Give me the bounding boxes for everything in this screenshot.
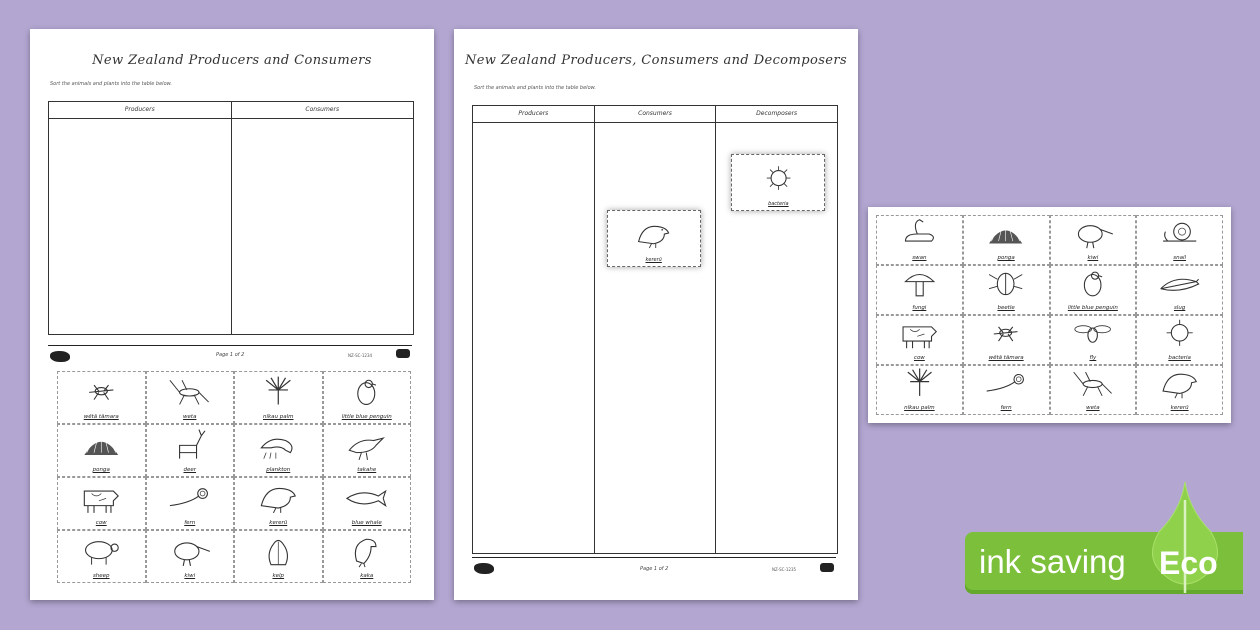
cutout-card[interactable] [323, 477, 412, 530]
card-label: deer [183, 467, 197, 473]
cutout-card[interactable] [323, 424, 412, 477]
decomposers-column [716, 106, 837, 553]
card-label: kererū [269, 520, 288, 526]
card-label: weta [1086, 405, 1100, 411]
cutout-card[interactable] [876, 315, 963, 365]
card-label: blue whale [351, 520, 382, 526]
whale-icon [324, 477, 411, 520]
page-number: Page 1 of 2 [640, 566, 669, 572]
cutout-card[interactable] [57, 477, 146, 530]
pigeon-icon [1137, 365, 1222, 405]
penguin-icon [1051, 265, 1136, 305]
sheet-instruction: Sort the animals and plants into the table below. [474, 85, 596, 91]
bacteria-icon [1137, 315, 1222, 355]
card-label: cow [913, 355, 925, 361]
kelp-icon [235, 530, 322, 573]
eco-label: Eco [1159, 545, 1218, 581]
bird-icon [324, 424, 411, 467]
card-label: bacteria [1168, 355, 1191, 361]
card-label: plankton [266, 467, 291, 473]
insect-icon [964, 315, 1049, 355]
consumers-column [232, 102, 414, 334]
insect-icon [58, 371, 145, 414]
cutout-card[interactable] [963, 215, 1050, 265]
card-label: wētā tāmara [988, 355, 1024, 361]
card-label: beetle [997, 305, 1015, 311]
beetle-icon [964, 265, 1049, 305]
brand-logo-icon [474, 563, 494, 574]
snail-icon [1137, 215, 1222, 255]
cutout-card[interactable] [876, 215, 963, 265]
cutout-cards-grid [57, 371, 411, 583]
card-label: snail [1173, 255, 1187, 261]
page-number: Page 1 of 2 [216, 352, 245, 358]
ink-saving-text: ink saving [979, 543, 1126, 580]
sheep-icon [58, 530, 145, 573]
sheet-title: New Zealand Producers, Consumers and Decomposers [464, 53, 848, 68]
cutout-card[interactable] [146, 530, 235, 583]
card-label: ponga [997, 255, 1015, 261]
card-label: swan [912, 255, 927, 261]
kiwi-icon [147, 530, 234, 573]
cutout-card[interactable] [234, 371, 323, 424]
cutout-card[interactable] [146, 424, 235, 477]
sheet-instruction: Sort the animals and plants into the table below. [50, 81, 172, 87]
cutout-card[interactable] [234, 530, 323, 583]
penguin-icon [324, 371, 411, 414]
card-label: kererū [1170, 405, 1189, 411]
card-label: fungi [912, 305, 927, 311]
worksheet-producers-consumers [30, 29, 434, 600]
slug-icon [1137, 265, 1222, 305]
cutout-card[interactable] [963, 315, 1050, 365]
deer-icon [147, 424, 234, 467]
cutout-card[interactable] [1136, 315, 1223, 365]
pigeon-icon [608, 211, 700, 257]
card-label: fern [1000, 405, 1012, 411]
weta-icon [147, 371, 234, 414]
card-label: kererū [645, 257, 662, 263]
column-header-producers: Producers [49, 102, 231, 119]
palm-icon [877, 365, 962, 405]
card-label: slug [1173, 305, 1186, 311]
resource-code: NZ-SC-1235 [772, 567, 797, 572]
mushroom-icon [877, 265, 962, 305]
card-label: fly [1089, 355, 1097, 361]
kiwi-icon [1051, 215, 1136, 255]
cutout-cards-sheet [868, 207, 1231, 423]
card-label: nīkau palm [904, 405, 935, 411]
card-label: sheep [92, 573, 110, 579]
sort-table [48, 101, 414, 335]
card-label: takahe [357, 467, 377, 473]
cutout-card[interactable] [146, 477, 235, 530]
cow-icon [877, 315, 962, 355]
worksheet-producers-consumers-decomposers [454, 29, 858, 600]
fern-icon [58, 424, 145, 467]
fern-frond-icon [964, 365, 1049, 405]
cutout-card[interactable] [1136, 365, 1223, 415]
cutout-card[interactable] [323, 530, 412, 583]
card-label: nīkau palm [262, 414, 294, 420]
placed-card-decomposer[interactable] [731, 154, 825, 211]
cutout-card[interactable] [57, 371, 146, 424]
palm-icon [235, 371, 322, 414]
producers-column [473, 106, 595, 553]
card-label: wētā tāmara [83, 414, 119, 420]
card-label: ponga [92, 467, 110, 473]
fern-frond-icon [147, 477, 234, 520]
card-label: bacteria [768, 201, 789, 207]
cutout-card[interactable] [323, 371, 412, 424]
card-label: little blue penguin [1067, 305, 1118, 311]
column-header-producers: Producers [473, 106, 594, 123]
pigeon-icon [235, 477, 322, 520]
card-label: cow [95, 520, 107, 526]
placed-card-consumer[interactable] [607, 210, 701, 267]
fern-icon [964, 215, 1049, 255]
cow-icon [58, 477, 145, 520]
card-label: kaka [360, 573, 374, 579]
cutout-card[interactable] [1050, 215, 1137, 265]
sheet-title: New Zealand Producers and Consumers [92, 53, 372, 68]
cutout-card[interactable] [963, 365, 1050, 415]
column-header-consumers: Consumers [595, 106, 716, 123]
swan-icon [877, 215, 962, 255]
consumers-column [595, 106, 717, 553]
parrot-icon [324, 530, 411, 573]
cutout-card[interactable] [57, 530, 146, 583]
card-label: little blue penguin [341, 414, 392, 420]
cutout-card[interactable] [876, 365, 963, 415]
column-header-decomposers: Decomposers [716, 106, 837, 123]
cutout-card[interactable] [1136, 215, 1223, 265]
brand-logo-icon [50, 351, 70, 362]
cutout-card[interactable] [1136, 265, 1223, 315]
mini-logo-icon [820, 563, 834, 572]
card-label: kiwi [184, 573, 196, 579]
card-label: kiwi [1087, 255, 1099, 261]
cutout-card[interactable] [1050, 265, 1137, 315]
weta-icon [1051, 365, 1136, 405]
cutout-card[interactable] [146, 371, 235, 424]
fly-icon [1051, 315, 1136, 355]
cutout-cards-grid [876, 215, 1223, 415]
shrimp-icon [235, 424, 322, 467]
cutout-card[interactable] [876, 265, 963, 315]
card-label: weta [183, 414, 197, 420]
cutout-card[interactable] [57, 424, 146, 477]
cutout-card[interactable] [963, 265, 1050, 315]
mini-logo-icon [396, 349, 410, 358]
producers-column [49, 102, 232, 334]
resource-code: NZ-SC-1234 [348, 353, 373, 358]
cutout-card[interactable] [234, 477, 323, 530]
cutout-card[interactable] [234, 424, 323, 477]
cutout-card[interactable] [1050, 315, 1137, 365]
card-label: kelp [272, 573, 285, 579]
cutout-card[interactable] [1050, 365, 1137, 415]
column-header-consumers: Consumers [232, 102, 414, 119]
card-label: fern [184, 520, 196, 526]
bacteria-icon [732, 155, 824, 201]
sort-table [472, 105, 838, 554]
